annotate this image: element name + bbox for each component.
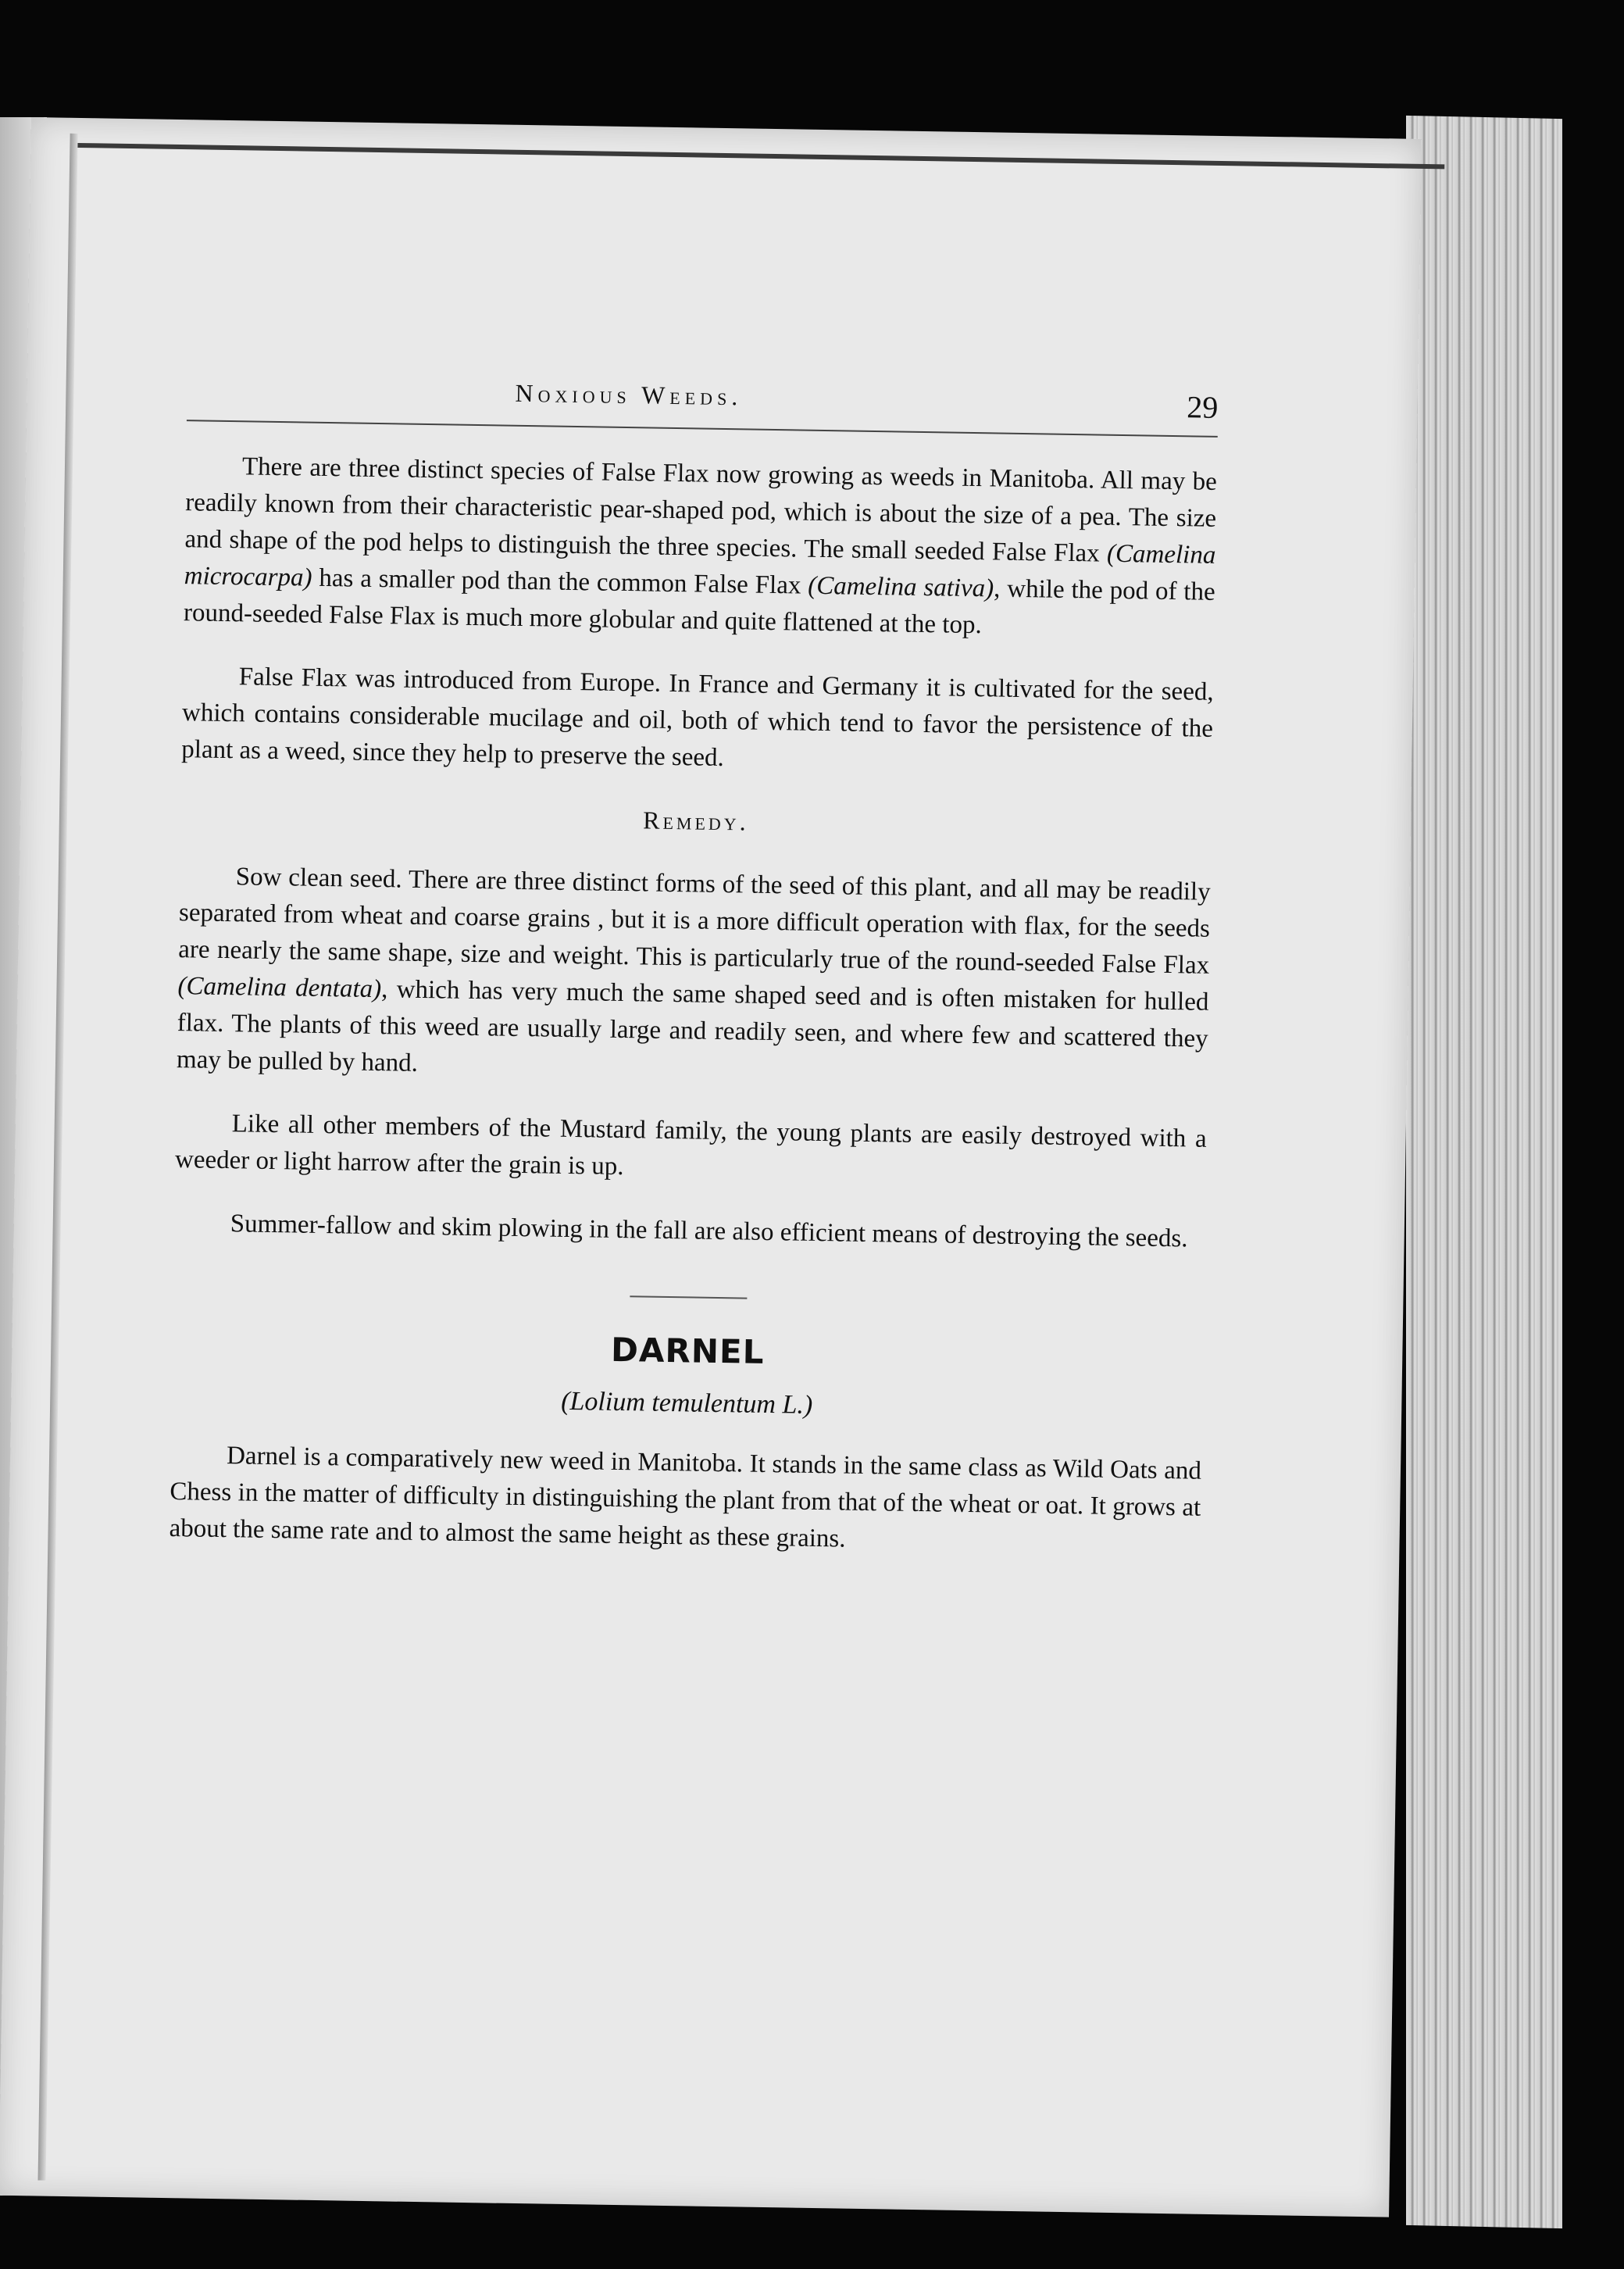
darnel-botanical-name: (Lolium temulentum L.) <box>560 1386 813 1420</box>
botanical-name: (Camelina dentata) <box>177 972 382 1004</box>
paragraph-darnel: Darnel is a comparatively new weed in Manitoba. It stands in the same class as Wild Oats and Chess in the matter of difficulty in distinguishing the plant from that of the wheat or oat. It grows at about the same rate and to almost the same height as these grains. <box>169 1442 1202 1553</box>
top-edge-rule <box>77 143 1444 169</box>
page-edges <box>1406 116 1562 2228</box>
page-number: 29 <box>1187 389 1219 425</box>
botanical-name: (Camelina microcarpa) <box>184 539 1216 592</box>
botanical-name: (Camelina sativa) <box>807 571 994 603</box>
paragraph-summer-fallow: Summer-fallow and skim plowing in the fall are also efficient means of destroying the seeds. <box>230 1210 1188 1253</box>
remedy-heading: Remedy. <box>642 806 750 836</box>
page-text <box>169 370 1219 1590</box>
paragraph-remedy: Sow clean seed. There are three distinct forms of the seed of this plant, and all may be readily separated from wheat and coarse grains , but it is a more difficult operation with flax, for the seeds are nearly the same shape, size and weight. This is particularly true of the round-seeded False Flax (Camelina dentata), which has very much the same shaped seed and is often mistaken for hulled flax. The plants of this weed are usually large and readily seen, and where few and scattered they may be pulled by hand. <box>176 863 1211 1077</box>
darnel-title: DARNEL <box>610 1330 765 1371</box>
book-page <box>0 117 1422 2217</box>
paragraph-origin: False Flax was introduced from Europe. In France and Germany it is cultivated for the seed, which contains considerable mucilage and oil, both of which tend to favor the persistence of the plant as a weed, since they help to preserve the seed. <box>181 663 1214 773</box>
running-title: Noxious Weeds. <box>515 378 743 411</box>
paragraph-species: There are three distinct species of False Flax now growing as weeds in Manitoba. All may be readily known from their characteristic pear-shaped pod, which is about the size of a pea. The size and shape of the pod helps to distinguish the three species. The small seeded False Flax (Camelina microcarpa) has a smaller pod than the common False Flax (Camelina sativa), while the pod of the round-seeded False Flax is much more globular and quite flattened at the top. <box>183 452 1218 640</box>
spine-shadow <box>38 134 78 2181</box>
paragraph-weeder: Like all other members of the Mustard family, the young plants are easily destroyed with a weeder or light harrow after the grain is up. <box>174 1109 1207 1181</box>
section-divider <box>630 1295 747 1299</box>
